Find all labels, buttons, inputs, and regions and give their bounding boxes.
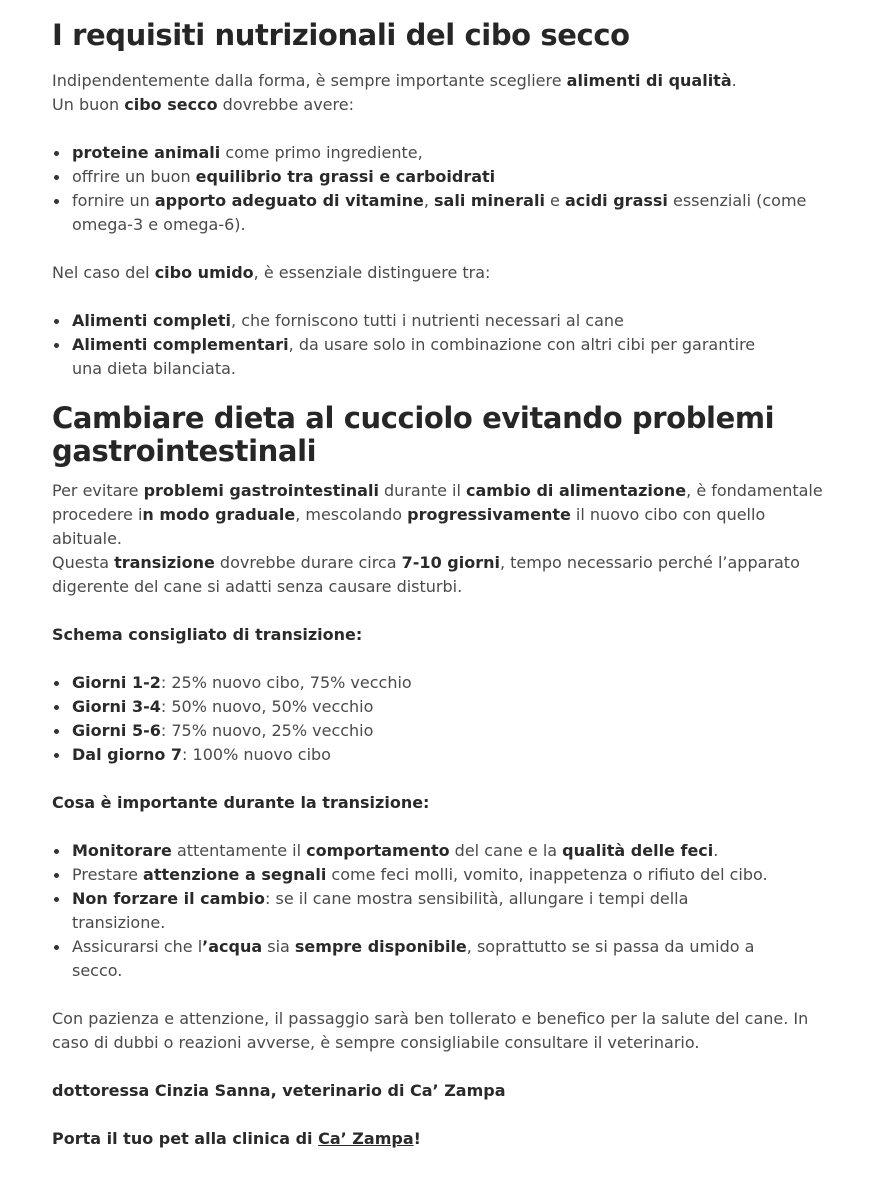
bold-text: comportamento	[306, 841, 450, 860]
cta-suffix: !	[413, 1129, 421, 1148]
bold-text: cibo secco	[124, 95, 218, 114]
bold-text: sempre disponibile	[294, 937, 467, 956]
bold-text: Dal giorno 7	[72, 745, 183, 764]
important-heading: Cosa è importante durante la transizione:	[52, 793, 430, 812]
intro-paragraph: Indipendentemente dalla forma, è sempre importante scegliere alimenti di qualità. Un buon cibo secco dovrebbe avere:	[52, 71, 737, 114]
closing-paragraph: Con pazienza e attenzione, il passaggio sarà ben tollerato e benefico per la salute del cane. In caso di dubbi o reazioni avverse, è sempre consigliabile consultare il veterinario.	[52, 1009, 809, 1052]
bold-text: progressivamente	[407, 505, 571, 524]
list-item: Dal giorno 7: 100% nuovo cibo	[52, 743, 827, 767]
list-item: offrire un buon equilibrio tra grassi e carboidrati	[52, 165, 827, 189]
bold-text: Monitorare	[72, 841, 172, 860]
bold-text: alimenti di qualità	[566, 71, 732, 90]
bold-text: sali minerali	[434, 191, 545, 210]
bold-text: problemi gastrointestinali	[143, 481, 379, 500]
cta-prefix: Porta il tuo pet alla clinica di	[52, 1129, 319, 1148]
section-title-diet-change	[52, 402, 827, 468]
list-item: Assicurarsi che l’acqua sia sempre disponibile, soprattutto se si passa da umido a secco.	[52, 935, 827, 983]
wet-food-types-list	[52, 309, 827, 381]
bold-text: Alimenti completi	[72, 311, 232, 330]
bold-text: equilibrio tra grassi e carboidrati	[195, 167, 496, 186]
list-item: fornire un apporto adeguato di vitamine, sali minerali e acidi grassi essenziali (come omega-3 e omega-6).	[52, 189, 827, 237]
bold-text: qualità delle feci	[562, 841, 714, 860]
ca-zampa-link[interactable]: Ca’ Zampa	[318, 1129, 414, 1148]
bold-text: Giorni 5-6	[72, 721, 161, 740]
bold-text: ’acqua	[202, 937, 263, 956]
list-item: Giorni 3-4: 50% nuovo, 50% vecchio	[52, 695, 827, 719]
bold-text: cibo umido	[154, 263, 254, 282]
bold-text: attenzione a segnali	[143, 865, 327, 884]
list-item: proteine animali come primo ingrediente,	[52, 141, 827, 165]
bold-text: transizione	[114, 553, 215, 572]
bold-text: Non forzare il cambio	[72, 889, 266, 908]
bold-text: Giorni 3-4	[72, 697, 161, 716]
schema-heading: Schema consigliato di transizione:	[52, 625, 363, 644]
list-item: Non forzare il cambio: se il cane mostra sensibilità, allungare i tempi della transizione.	[52, 887, 827, 935]
section-title-line-1: Cambiare dieta al cucciolo evitando problemi	[52, 401, 775, 435]
dry-food-requirements-list	[52, 141, 827, 237]
wet-food-intro: Nel caso del cibo umido, è essenziale distinguere tra:	[52, 263, 491, 282]
section-title-dry-food: I requisiti nutrizionali del cibo secco	[52, 18, 630, 52]
transition-schema-list	[52, 671, 827, 767]
list-item: Giorni 5-6: 75% nuovo, 25% vecchio	[52, 719, 827, 743]
bold-text: Giorni 1-2	[72, 673, 161, 692]
transition-paragraph: Per evitare problemi gastrointestinali durante il cambio di alimentazione, è fondamentale procedere in modo graduale, mescolando progressivamente il nuovo cibo con quello abituale. Questa transizione dovrebbe durare circa 7-10 giorni, tempo necessario perché l’apparato digerente del cane si adatti senza causare disturbi.	[52, 481, 823, 596]
list-item: Prestare attenzione a segnali come feci molli, vomito, inappetenza o rifiuto del cibo.	[52, 863, 827, 887]
bold-text: 7-10 giorni	[401, 553, 500, 572]
list-item: Alimenti complementari, da usare solo in combinazione con altri cibi per garantire una dieta bilanciata.	[52, 333, 827, 381]
signature: dottoressa Cinzia Sanna, veterinario di Ca’ Zampa	[52, 1081, 506, 1100]
bold-text: cambio di alimentazione	[466, 481, 687, 500]
list-item: Alimenti completi, che forniscono tutti i nutrienti necessari al cane	[52, 309, 827, 333]
bold-text: proteine animali	[72, 143, 221, 162]
bold-text: Alimenti complementari	[72, 335, 289, 354]
important-points-list	[52, 839, 827, 983]
bold-text: acidi grassi	[564, 191, 668, 210]
bold-text: apporto adeguato di vitamine	[154, 191, 424, 210]
section-title-line-2: gastrointestinali	[52, 434, 317, 468]
list-item: Giorni 1-2: 25% nuovo cibo, 75% vecchio	[52, 671, 827, 695]
cta-line	[52, 1127, 827, 1151]
list-item: Monitorare attentamente il comportamento del cane e la qualità delle feci.	[52, 839, 827, 863]
bold-text: n modo graduale	[142, 505, 296, 524]
